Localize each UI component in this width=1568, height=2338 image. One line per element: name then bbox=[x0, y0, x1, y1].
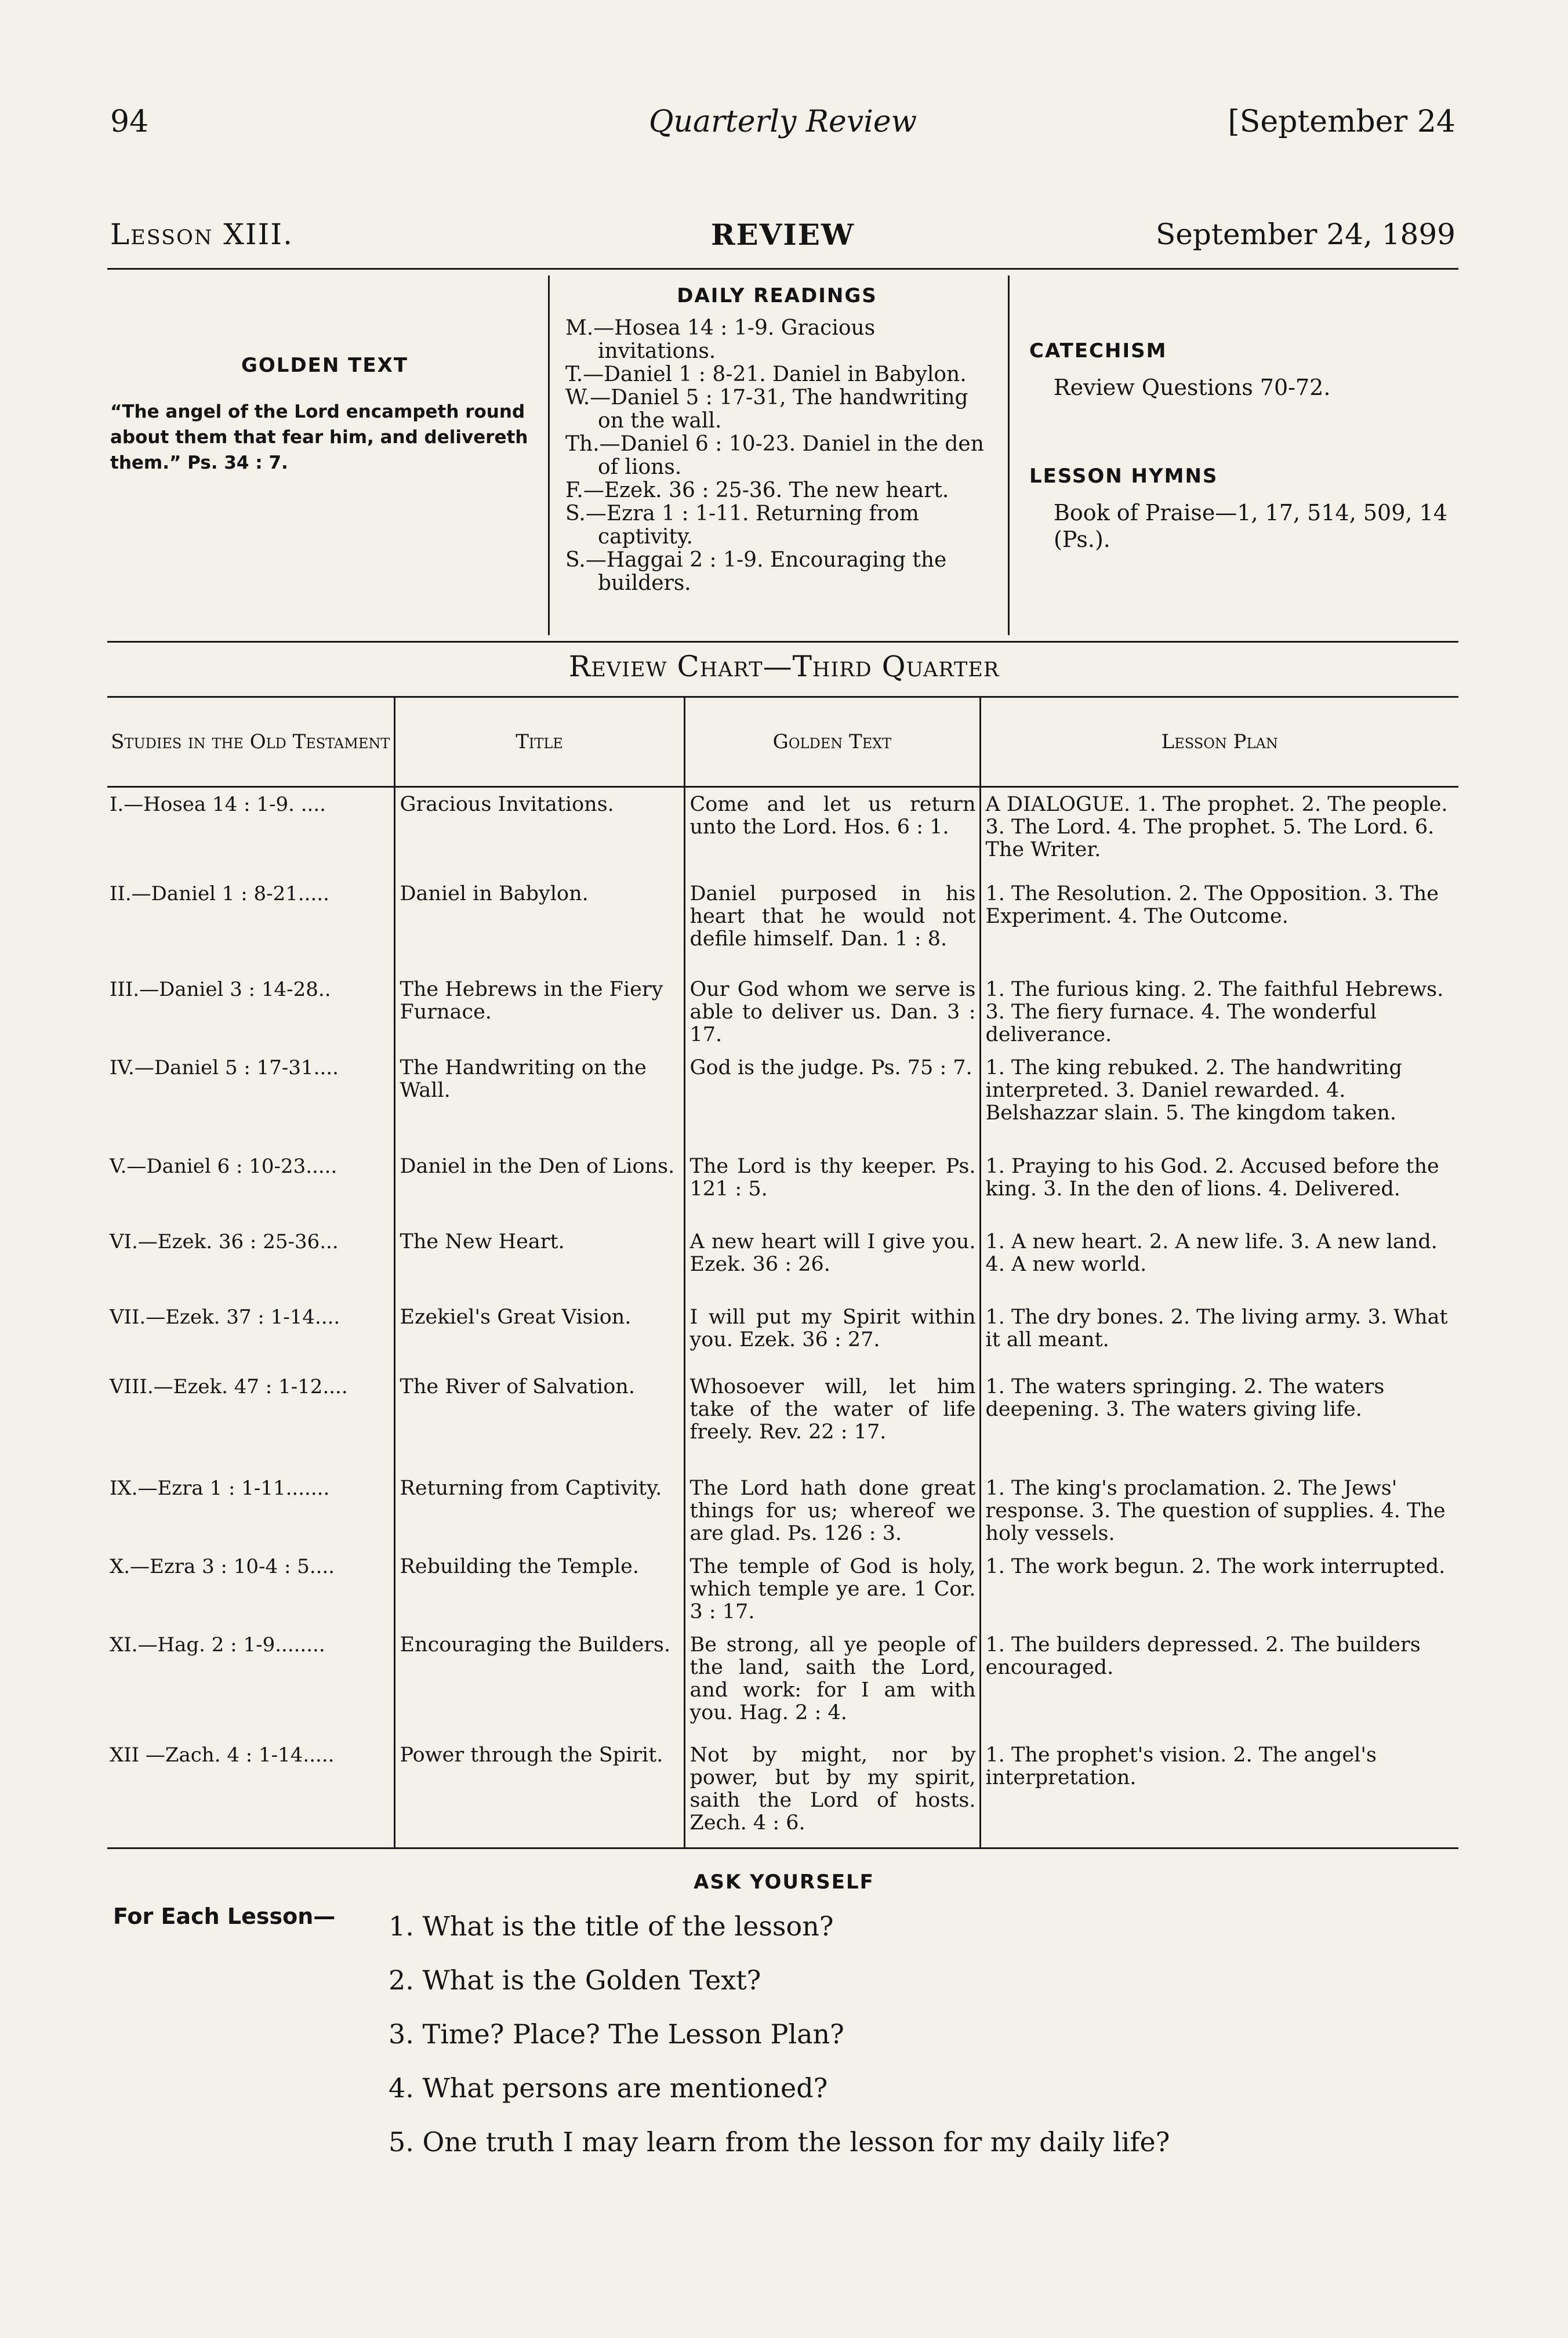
study-cell: III.—Daniel 3 : 14-28.. bbox=[110, 977, 331, 1001]
study-cell: IX.—Ezra 1 : 1-11....... bbox=[110, 1476, 330, 1500]
header-rule bbox=[107, 268, 1458, 270]
lesson-plan-cell: 1. The builders depressed. 2. The builders encouraged. bbox=[980, 1628, 1458, 1738]
publication-title: Quarterly Review bbox=[648, 104, 917, 139]
lesson-title: REVIEW bbox=[710, 218, 855, 252]
lesson-plan-cell: A DIALOGUE. 1. The prophet. 2. The people. 3. The Lord. 4. The prophet. 5. The Lord. 6. The Writer. bbox=[980, 787, 1458, 877]
daily-reading: Th.—Daniel 6 : 10-23. Daniel in the den of lions. bbox=[565, 432, 984, 479]
table-row bbox=[107, 1550, 1458, 1628]
ask-yourself-questions bbox=[389, 1900, 1432, 2169]
lesson-plan-cell: 1. The work begun. 2. The work interrupted. bbox=[980, 1550, 1458, 1628]
title-cell: Gracious Invitations. bbox=[394, 787, 684, 877]
golden-text-cell: Our God whom we serve is able to deliver us. Dan. 3 : 17. bbox=[684, 973, 980, 1051]
column-divider bbox=[548, 276, 550, 635]
column-header-golden-text: Golden Text bbox=[684, 697, 980, 787]
golden-text-cell: Come and let us return unto the Lord. Hos. 6 : 1. bbox=[684, 787, 980, 877]
table-row bbox=[107, 1225, 1458, 1300]
table-header-row bbox=[107, 697, 1458, 787]
table-row bbox=[107, 973, 1458, 1051]
lesson-plan-cell: 1. The prophet's vision. 2. The angel's interpretation. bbox=[980, 1738, 1458, 1848]
daily-reading: F.—Ezek. 36 : 25-36. The new heart. bbox=[565, 479, 949, 502]
study-cell: VIII.—Ezek. 47 : 1-12.... bbox=[110, 1375, 348, 1398]
lesson-number: Lesson XIII. bbox=[110, 218, 294, 251]
catechism-heading: CATECHISM bbox=[1029, 339, 1167, 363]
title-cell: Ezekiel's Great Vision. bbox=[394, 1300, 684, 1370]
title-cell: The Hebrews in the Fiery Furnace. bbox=[394, 973, 684, 1051]
question-item: 1. What is the title of the lesson? bbox=[389, 1911, 834, 1942]
title-cell: Power through the Spirit. bbox=[394, 1738, 684, 1848]
page-number: 94 bbox=[110, 104, 149, 139]
study-cell: V.—Daniel 6 : 10-23..... bbox=[110, 1154, 337, 1178]
title-cell: The New Heart. bbox=[394, 1225, 684, 1300]
study-cell: VI.—Ezek. 36 : 25-36... bbox=[110, 1230, 339, 1253]
table-row bbox=[107, 1051, 1458, 1150]
daily-readings-heading: DAILY READINGS bbox=[677, 284, 877, 307]
ask-yourself-heading: ASK YOURSELF bbox=[694, 1871, 874, 1894]
daily-reading: S.—Ezra 1 : 1-11. Returning from captivity. bbox=[565, 502, 919, 549]
golden-text-cell: The Lord hath done great things for us; whereof we are glad. Ps. 126 : 3. bbox=[684, 1471, 980, 1550]
ask-yourself-lead: For Each Lesson— bbox=[113, 1904, 336, 1929]
study-cell: VII.—Ezek. 37 : 1-14.... bbox=[110, 1305, 340, 1329]
lesson-plan-cell: 1. The dry bones. 2. The living army. 3. What it all meant. bbox=[980, 1300, 1458, 1370]
title-cell: Rebuilding the Temple. bbox=[394, 1550, 684, 1628]
lesson-plan-cell: 1. A new heart. 2. A new life. 3. A new land. 4. A new world. bbox=[980, 1225, 1458, 1300]
title-cell: Encouraging the Builders. bbox=[394, 1628, 684, 1738]
study-cell: XI.—Hag. 2 : 1-9........ bbox=[110, 1633, 325, 1656]
golden-text-cell: Not by might, nor by power, but by my spirit, saith the Lord of hosts. Zech. 4 : 6. bbox=[684, 1738, 980, 1848]
golden-text: “The angel of the Lord encampeth round about them that fear him, and delivereth them.” Ps. 34 : 7. bbox=[110, 401, 528, 473]
question-item: 2. What is the Golden Text? bbox=[389, 1964, 761, 1996]
daily-readings bbox=[565, 284, 989, 595]
golden-text-cell: Daniel purposed in his heart that he would not defile himself. Dan. 1 : 8. bbox=[684, 877, 980, 973]
study-cell: IV.—Daniel 5 : 17-31.... bbox=[110, 1056, 339, 1079]
running-header-date: [September 24 bbox=[1228, 104, 1456, 139]
daily-reading: T.—Daniel 1 : 8-21. Daniel in Babylon. bbox=[565, 363, 967, 386]
golden-text-cell: Be strong, all ye people of the land, saith the Lord, and work: for I am with you. Hag. 2 : 4. bbox=[684, 1628, 980, 1738]
lesson-plan-cell: 1. The Resolution. 2. The Opposition. 3. The Experiment. 4. The Outcome. bbox=[980, 877, 1458, 973]
column-header-title: Title bbox=[394, 697, 684, 787]
section-rule bbox=[107, 641, 1458, 643]
daily-reading: S.—Haggai 2 : 1-9. Encouraging the builders. bbox=[565, 548, 947, 595]
table-row bbox=[107, 1628, 1458, 1738]
title-cell: The Handwriting on the Wall. bbox=[394, 1051, 684, 1150]
golden-text-cell: The Lord is thy keeper. Ps. 121 : 5. bbox=[684, 1150, 980, 1225]
golden-text-heading: GOLDEN TEXT bbox=[241, 354, 409, 377]
catechism-block bbox=[1029, 339, 1458, 553]
table-row bbox=[107, 1370, 1458, 1471]
table-row bbox=[107, 787, 1458, 877]
lesson-header bbox=[110, 218, 1456, 264]
question-item: 5. One truth I may learn from the lesson for my daily life? bbox=[389, 2126, 1170, 2158]
running-header bbox=[110, 104, 1456, 151]
golden-text-cell: I will put my Spirit within you. Ezek. 36 : 27. bbox=[684, 1300, 980, 1370]
golden-text-cell: God is the judge. Ps. 75 : 7. bbox=[684, 1051, 980, 1150]
catechism-text: Review Questions 70-72. bbox=[1054, 375, 1331, 400]
title-cell: The River of Salvation. bbox=[394, 1370, 684, 1471]
table-row bbox=[107, 1150, 1458, 1225]
lesson-plan-cell: 1. The furious king. 2. The faithful Hebrews. 3. The fiery furnace. 4. The wonderful deliverance. bbox=[980, 973, 1458, 1051]
daily-reading: M.—Hosea 14 : 1-9. Gracious invitations. bbox=[565, 316, 876, 363]
lesson-hymns-heading: LESSON HYMNS bbox=[1029, 465, 1218, 488]
title-cell: Daniel in Babylon. bbox=[394, 877, 684, 973]
study-cell: X.—Ezra 3 : 10-4 : 5.... bbox=[110, 1554, 335, 1578]
study-cell: I.—Hosea 14 : 1-9. .... bbox=[110, 793, 326, 816]
column-divider bbox=[1008, 276, 1010, 635]
lesson-plan-cell: 1. The king's proclamation. 2. The Jews' response. 3. The question of supplies. 4. The holy vessels. bbox=[980, 1471, 1458, 1550]
lesson-plan-cell: 1. The waters springing. 2. The waters deepening. 3. The waters giving life. bbox=[980, 1370, 1458, 1471]
column-header-studies: Studies in the Old Testament bbox=[107, 697, 394, 787]
study-cell: XII —Zach. 4 : 1-14..... bbox=[107, 1738, 394, 1848]
review-chart-table bbox=[107, 696, 1458, 1849]
question-item: 4. What persons are mentioned? bbox=[389, 2072, 828, 2104]
review-chart-title: Review Chart—Third Quarter bbox=[568, 650, 1000, 683]
golden-text-cell: Whosoever will, let him take of the water of life freely. Rev. 22 : 17. bbox=[684, 1370, 980, 1471]
lesson-hymns-text: Book of Praise—1, 17, 514, 509, 14 (Ps.). bbox=[1054, 500, 1447, 552]
title-cell: Daniel in the Den of Lions. bbox=[394, 1150, 684, 1225]
golden-text-cell: A new heart will I give you. Ezek. 36 : 26. bbox=[684, 1225, 980, 1300]
golden-text-block bbox=[110, 354, 539, 476]
lesson-date: September 24, 1899 bbox=[1156, 218, 1456, 251]
golden-text-cell: The temple of God is holy, which temple ye are. 1 Cor. 3 : 17. bbox=[684, 1550, 980, 1628]
question-item: 3. Time? Place? The Lesson Plan? bbox=[389, 2018, 844, 2050]
table-row bbox=[107, 877, 1458, 973]
daily-reading: W.—Daniel 5 : 17-31, The handwriting on the wall. bbox=[565, 386, 968, 433]
lesson-plan-cell: 1. The king rebuked. 2. The handwriting interpreted. 3. Daniel rewarded. 4. Belshazzar slain. 5. The kingdom taken. bbox=[980, 1051, 1458, 1150]
table-row bbox=[107, 1738, 1458, 1848]
title-cell: Returning from Captivity. bbox=[394, 1471, 684, 1550]
column-header-lesson-plan: Lesson Plan bbox=[980, 697, 1458, 787]
table-row bbox=[107, 1471, 1458, 1550]
study-cell: II.—Daniel 1 : 8-21..... bbox=[110, 882, 329, 905]
table-row bbox=[107, 1300, 1458, 1370]
lesson-plan-cell: 1. Praying to his God. 2. Accused before the king. 3. In the den of lions. 4. Delivered. bbox=[980, 1150, 1458, 1225]
